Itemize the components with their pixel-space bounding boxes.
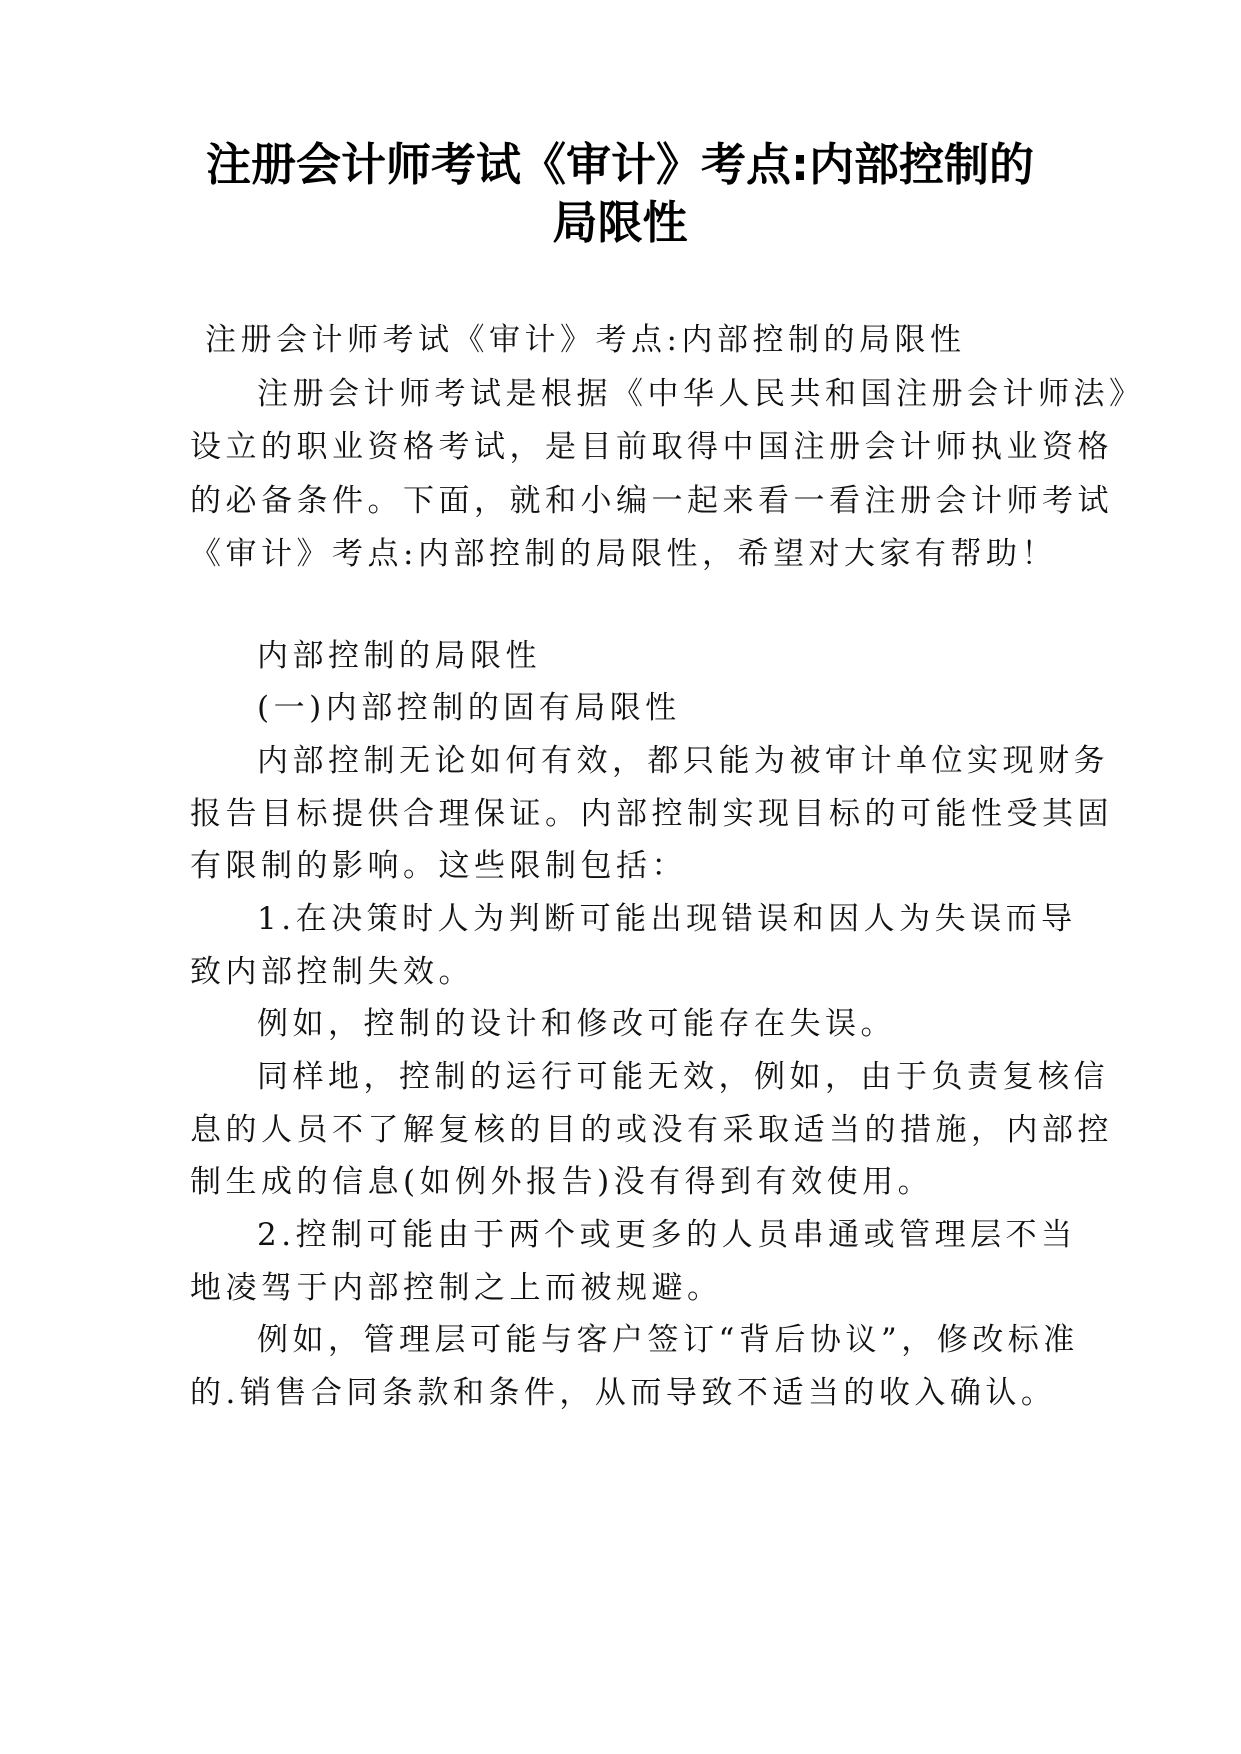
section-heading: 内部控制的局限性	[257, 638, 541, 674]
body-line: 2.控制可能由于两个或更多的人员串通或管理层不当	[257, 1217, 1077, 1253]
body-line: 地凌驾于内部控制之上而被规避。	[190, 1270, 723, 1306]
body-line: 息的人员不了解复核的目的或没有采取适当的措施，内部控	[190, 1112, 1113, 1148]
body-line: 《审计》考点:内部控制的局限性，希望对大家有帮助！	[190, 536, 1057, 572]
body-line: 制生成的信息(如例外报告)没有得到有效使用。	[190, 1164, 934, 1200]
body-line: 注册会计师考试是根据《中华人民共和国注册会计师法》	[257, 376, 1145, 412]
body-line: 的必备条件。下面，就和小编一起来看一看注册会计师考试	[190, 483, 1113, 519]
body-line: 例如，控制的设计和修改可能存在失误。	[257, 1006, 896, 1042]
body-line: 的.销售合同条款和条件，从而导致不适当的收入确认。	[190, 1375, 1057, 1411]
body-line: 同样地，控制的运行可能无效，例如，由于负责复核信	[257, 1059, 1109, 1095]
body-line: 内部控制无论如何有效，都只能为被审计单位实现财务	[257, 743, 1109, 779]
body-line: 有限制的影响。这些限制包括：	[190, 848, 687, 884]
subsection-heading: (一)内部控制的固有局限性	[257, 690, 681, 726]
document-title-line-2: 局限性	[552, 196, 688, 249]
body-line: 报告目标提供合理保证。内部控制实现目标的可能性受其固	[190, 796, 1113, 832]
body-line: 致内部控制失效。	[190, 954, 474, 990]
body-line: 例如，管理层可能与客户签订“背后协议”，修改标准	[257, 1322, 1079, 1358]
body-line-intro-heading: 注册会计师考试《审计》考点:内部控制的局限性	[205, 322, 966, 358]
body-line: 设立的职业资格考试，是目前取得中国注册会计师执业资格	[190, 429, 1113, 465]
document-title-line-1: 注册会计师考试《审计》考点:内部控制的	[206, 138, 1034, 191]
body-line: 1.在决策时人为判断可能出现错误和因人为失误而导	[257, 901, 1077, 937]
